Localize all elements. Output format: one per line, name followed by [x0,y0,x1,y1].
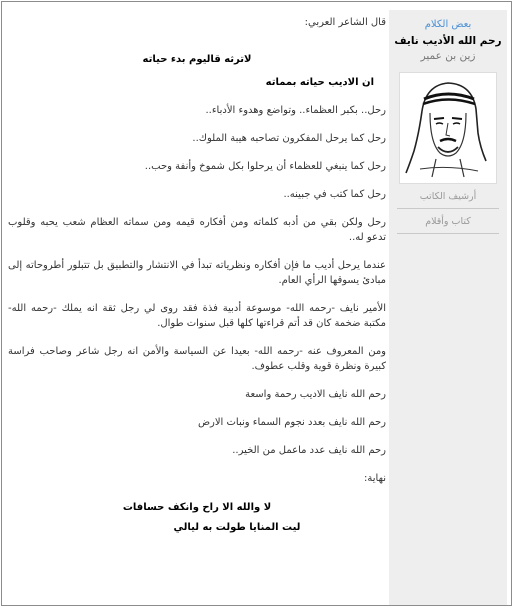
article-closing: نهاية: [364,473,386,484]
verse-title-1: لاترثه قاليوم بدء حياته [142,54,252,65]
author-archive-link[interactable]: أرشيف الكاتب [419,191,477,202]
writers-link[interactable]: كتاب وأقلام [425,216,471,227]
article-paragraph-8: ومن المعروف عنه -رحمه الله- بعيدا عن السياسة والأمن انه رجل شاعر وصاحب فراسة كبيرة ونظرة قوية وقلب عطوف. [8,346,386,372]
article-paragraph-11: رحم الله نايف عدد ماعمل من الخير.. [232,445,386,456]
article-paragraph-4: رحل كما كتب في جبينه.. [283,189,386,200]
article-paragraph-9: رحم الله نايف الاديب رحمة واسعة [245,389,386,400]
author-sidebar [389,10,507,606]
article-paragraph-6: عندما يرحل أديب ما فإن أفكاره ونظرياته تبدأ في الانتشار والتطبيق بل تتبلور أطروحاته إلى مبادئ يسوقها الرأي العام. [8,260,386,286]
article-paragraph-7: الأمير نايف -رحمه الله- موسوعة أدبية فذة فقد روى لي رجل ثقة انه يملك -رحمه الله- مكتبة ضخمة كان قد أتم قراءتها كلها قبل سنوات طوال. [8,303,386,329]
sidebar-divider [397,233,499,234]
article-paragraph-1: رحل.. بكبر العظماء.. وتواضع وهدوء الأدباء.. [205,105,386,116]
article-content [8,10,386,535]
article-intro: قال الشاعر العربي: [304,17,386,28]
article-title: رحم الله الأديب نايف [394,35,502,47]
column-header: بعض الكلام [424,19,472,30]
article-paragraph-5: رحل ولكن بقي من أدبه كلماته ومن أفكاره قيمه ومن سماته العظام شعب يحبه وقلوب تدعو له.. [8,217,386,243]
author-portrait [399,72,497,184]
article-paragraph-3: رحل كما ينبغي للعظماء أن يرحلوا بكل شموخ وأنفة وحب.. [144,161,386,172]
author-name: زين بن عمير [420,50,476,62]
verse-title-2: ان الاديب حياته بمماته [265,77,374,88]
closing-verse-1: لا والله الا راح وانكف حسافات [122,502,272,513]
page-frame [1,1,512,606]
closing-verse-2: ليت المنايا طولت به ليالي [173,522,301,533]
article-paragraph-2: رحل كما يرحل المفكرون تصاحبه هيبة الملوك.. [192,133,386,144]
author-sketch-icon [400,73,496,183]
article-paragraph-10: رحم الله نايف بعدد نجوم السماء ونبات الارض [197,417,386,428]
